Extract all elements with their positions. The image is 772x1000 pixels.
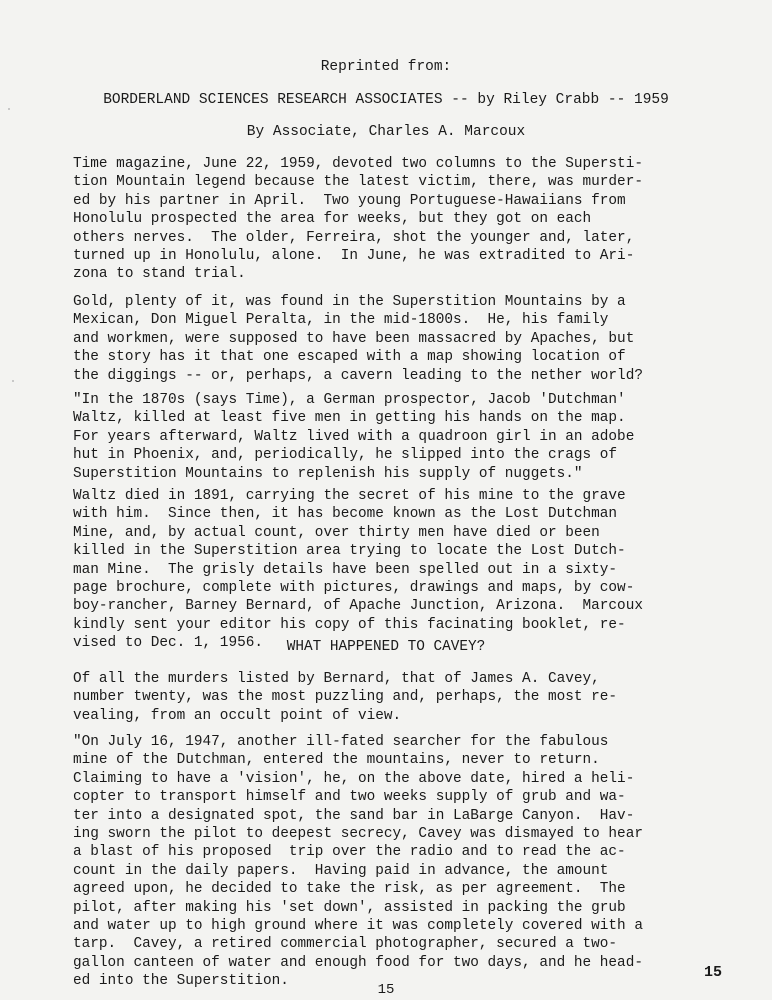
- text-line: a blast of his proposed trip over the radio and to read the ac-: [73, 844, 626, 861]
- text-line: and water up to high ground where it was completely covered with a: [73, 918, 643, 935]
- text-line: Gold, plenty of it, was found in the Superstition Mountains by a: [73, 294, 626, 310]
- text-line: man Mine. The grisly details have been spelled out in a sixty-: [73, 561, 618, 578]
- text-line: mine of the Dutchman, entered the mountains, never to return.: [73, 752, 600, 769]
- text-line: and workmen, were supposed to have been massacred by Apaches, but: [73, 330, 635, 347]
- source-line: BORDERLAND SCIENCES RESEARCH ASSOCIATES -- by Riley Crabb -- 1959: [103, 92, 669, 108]
- text-line: Mexican, Don Miguel Peralta, in the mid-1800s. He, his family: [73, 312, 609, 329]
- paragraph-4: [73, 487, 713, 653]
- text-line: hut in Phoenix, and, periodically, he slipped into the crags of: [73, 447, 618, 464]
- text-line: Time magazine, June 22, 1959, devoted two columns to the Supersti-: [73, 156, 643, 172]
- text-line: tarp. Cavey, a retired commercial photographer, secured a two-: [73, 936, 618, 953]
- text-line: Honolulu prospected the area for weeks, but they got on each: [73, 211, 592, 228]
- text-line: For years afterward, Waltz lived with a quadroon girl in an adobe: [73, 428, 635, 445]
- text-line: Waltz, killed at least five men in getting his hands on the map.: [73, 410, 626, 427]
- text-line: copter to transport himself and two weeks supply of grub and wa-: [73, 789, 626, 806]
- text-line: with him. Since then, it has become known as the Lost Dutchman: [73, 506, 618, 523]
- text-line: Of all the murders listed by Bernard, that of James A. Cavey,: [73, 671, 600, 687]
- text-line: Superstition Mountains to replenish his supply of nuggets.": [73, 465, 583, 482]
- scan-speck: [8, 108, 10, 110]
- text-line: kindly sent your editor his copy of this facinating booklet, re-: [73, 616, 626, 633]
- text-line: Mine, and, by actual count, over thirty men have died or been: [73, 524, 600, 541]
- text-line: "On July 16, 1947, another ill-fated searcher for the fabulous: [73, 734, 609, 750]
- text-line: number twenty, was the most puzzling and, perhaps, the most re-: [73, 689, 618, 706]
- text-line: vealing, from an occult point of view.: [73, 707, 402, 724]
- text-line: the story has it that one escaped with a map showing location of: [73, 349, 626, 366]
- text-line: the diggings -- or, perhaps, a cavern leading to the nether world?: [73, 367, 643, 384]
- text-line: ter into a designated spot, the sand bar in LaBarge Canyon. Hav-: [73, 807, 635, 824]
- paragraph-3: [73, 391, 713, 483]
- section-heading: WHAT HAPPENED TO CAVEY?: [286, 639, 486, 655]
- paragraph-1: [73, 155, 713, 284]
- text-line: Claiming to have a 'vision', he, on the above date, hired a heli-: [73, 770, 635, 787]
- text-line: ed into the Superstition.: [73, 973, 289, 990]
- associate-line: By Associate, Charles A. Marcoux: [246, 124, 526, 140]
- paragraph-5: [73, 670, 713, 725]
- text-line: gallon canteen of water and enough food for two days, and he head-: [73, 954, 643, 971]
- text-line: Waltz died in 1891, carrying the secret of his mine to the grave: [73, 488, 626, 504]
- text-line: vised to Dec. 1, 1956.: [73, 635, 263, 652]
- text-line: boy-rancher, Barney Bernard, of Apache Junction, Arizona. Marcoux: [73, 598, 643, 615]
- text-line: page brochure, complete with pictures, drawings and maps, by cow-: [73, 580, 635, 597]
- text-line: zona to stand trial.: [73, 266, 246, 283]
- text-line: ing sworn the pilot to deepest secrecy, Cavey was dismayed to hear: [73, 826, 643, 843]
- paragraph-2: [73, 293, 713, 385]
- scan-speck: [12, 380, 14, 382]
- text-line: killed in the Superstition area trying to locate the Lost Dutch-: [73, 543, 626, 560]
- text-line: "In the 1870s (says Time), a German prospector, Jacob 'Dutchman': [73, 392, 626, 408]
- page-number: 15: [703, 964, 722, 981]
- page-number-footer: 15: [377, 982, 395, 998]
- text-line: tion Mountain legend because the latest victim, there, was murder-: [73, 174, 643, 191]
- text-line: ed by his partner in April. Two young Portuguese-Hawaiians from: [73, 192, 626, 209]
- text-line: pilot, after making his 'set down', assisted in packing the grub: [73, 899, 626, 916]
- text-line: count in the daily papers. Having paid in advance, the amount: [73, 862, 609, 879]
- text-line: turned up in Honolulu, alone. In June, he was extradited to Ari-: [73, 248, 635, 265]
- paragraph-6: [73, 733, 713, 991]
- text-line: agreed upon, he decided to take the risk, as per agreement. The: [73, 881, 626, 898]
- reprinted-label: Reprinted from:: [320, 59, 452, 75]
- text-line: others nerves. The older, Ferreira, shot the younger and, later,: [73, 229, 635, 246]
